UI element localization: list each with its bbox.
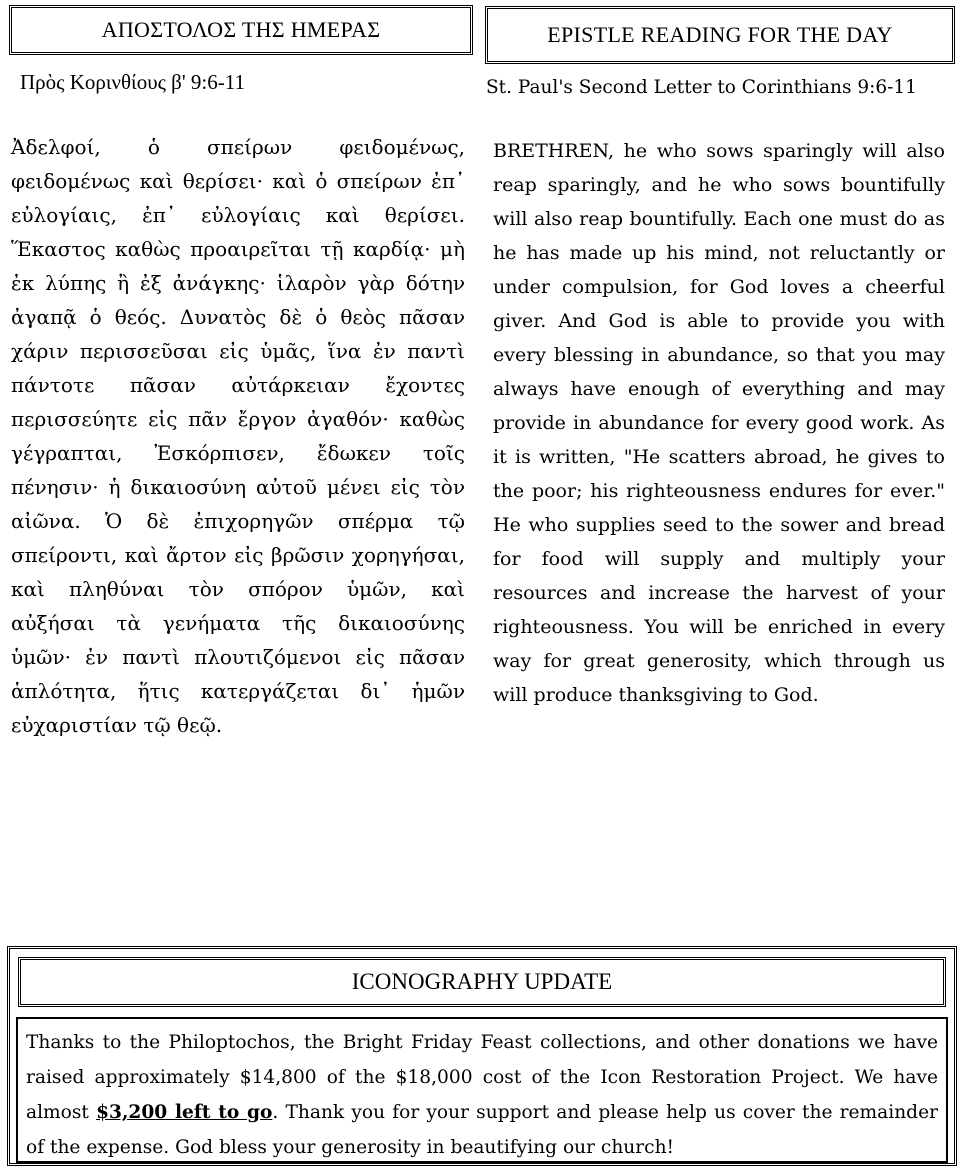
greek-epistle-text: Ἀδελφοί, ὁ σπείρων φειδομένως, φειδομένως καὶ θερίσει· καὶ ὁ σπείρων ἐπ᾿ εὐλογίαις, ἐπ᾿ εὐλογίαις καὶ θερίσει. Ἕκαστος καθὼς προαιρεῖται τῇ καρδίᾳ· μὴ ἐκ λύπης ἢ ἐξ ἀνάγκης· ἱλαρὸν γὰρ δότην ἀγαπᾷ ὁ θεός. Δυνατὸς δὲ ὁ θεὸς πᾶσαν χάριν περισσεῦσαι εἰς ὑμᾶς, ἵνα ἐν παντὶ πάντοτε πᾶσαν αὐτάρκειαν ἔχοντες περισσεύητε εἰς πᾶν ἔργον ἀγαθόν· καθὼς γέγραπται, Ἐσκόρπισεν, ἔδωκεν τοῖς πένησιν· ἡ δικαιοσύνη αὐτοῦ μένει εἰς τὸν αἰῶνα. Ὁ δὲ ἐπιχορηγῶν σπέρμα τῷ σπείροντι, καὶ ἄρτον εἰς βρῶσιν χορηγήσαι, καὶ πληθύναι τὸν σπόρον ὑμῶν, καὶ αὐξήσαι τὰ γενήματα τῆς δικαιοσύνης ὑμῶν· ἐν παντὶ πλουτιζόμενοι εἰς πᾶσαν ἁπλότητα, ἥτις κατεργάζεται δι᾿ ἡμῶν εὐχαριστίαν τῷ θεῷ. [11,135,465,737]
english-epistle-text: BRETHREN, he who sows sparingly will also reap sparingly, and he who sows bountifully will also reap bountifully. Each one must do as he has made up his mind, not reluctantly or under compulsion, for God loves a cheerful giver. And God is able to provide you with every blessing in abundance, so that you may always have enough of everything and may provide in abundance for every good work. As it is written, "He scatters abroad, he gives to the poor; his righteousness endures for ever." He who supplies seed to the sower and bread for food will supply and multiply your resources and increase the harvest of your righteousness. You will be enriched in every way for great generosity, which through us will produce thanksgiving to God. [493,140,945,706]
greek-reading-header [9,5,473,55]
english-reading-header-text: EPISTLE READING FOR THE DAY [547,22,893,47]
iconography-update-header [18,957,946,1007]
greek-reading-header-text: ΑΠΟΣΤΟΛΟΣ ΤΗΣ ΗΜΕΡΑΣ [101,17,381,42]
amount-remaining-emphasis: $3,200 left to go [96,1102,273,1123]
greek-reading-citation: Πρὸς Κορινθίους β' 9:6-11 [20,70,245,94]
english-reading-citation: St. Paul's Second Letter to Corinthians 9:6-11 [486,77,917,98]
iconography-update-section [7,946,957,1166]
iconography-update-paragraph [26,1025,938,1165]
iconography-text-after: . Thank you for your support and please help us cover the remainder of the expense. God bless your generosity in beautifying our church! [26,1102,938,1158]
iconography-update-title: ICONOGRAPHY UPDATE [351,969,613,994]
iconography-text-before: Thanks to the Philoptochos, the Bright Friday Feast collections, and other donations we have raised approximately $14,800 of the $18,000 cost of the Icon Restoration Project. We have almost [26,1032,938,1123]
iconography-update-body [16,1017,948,1163]
english-reading-header [485,6,955,64]
